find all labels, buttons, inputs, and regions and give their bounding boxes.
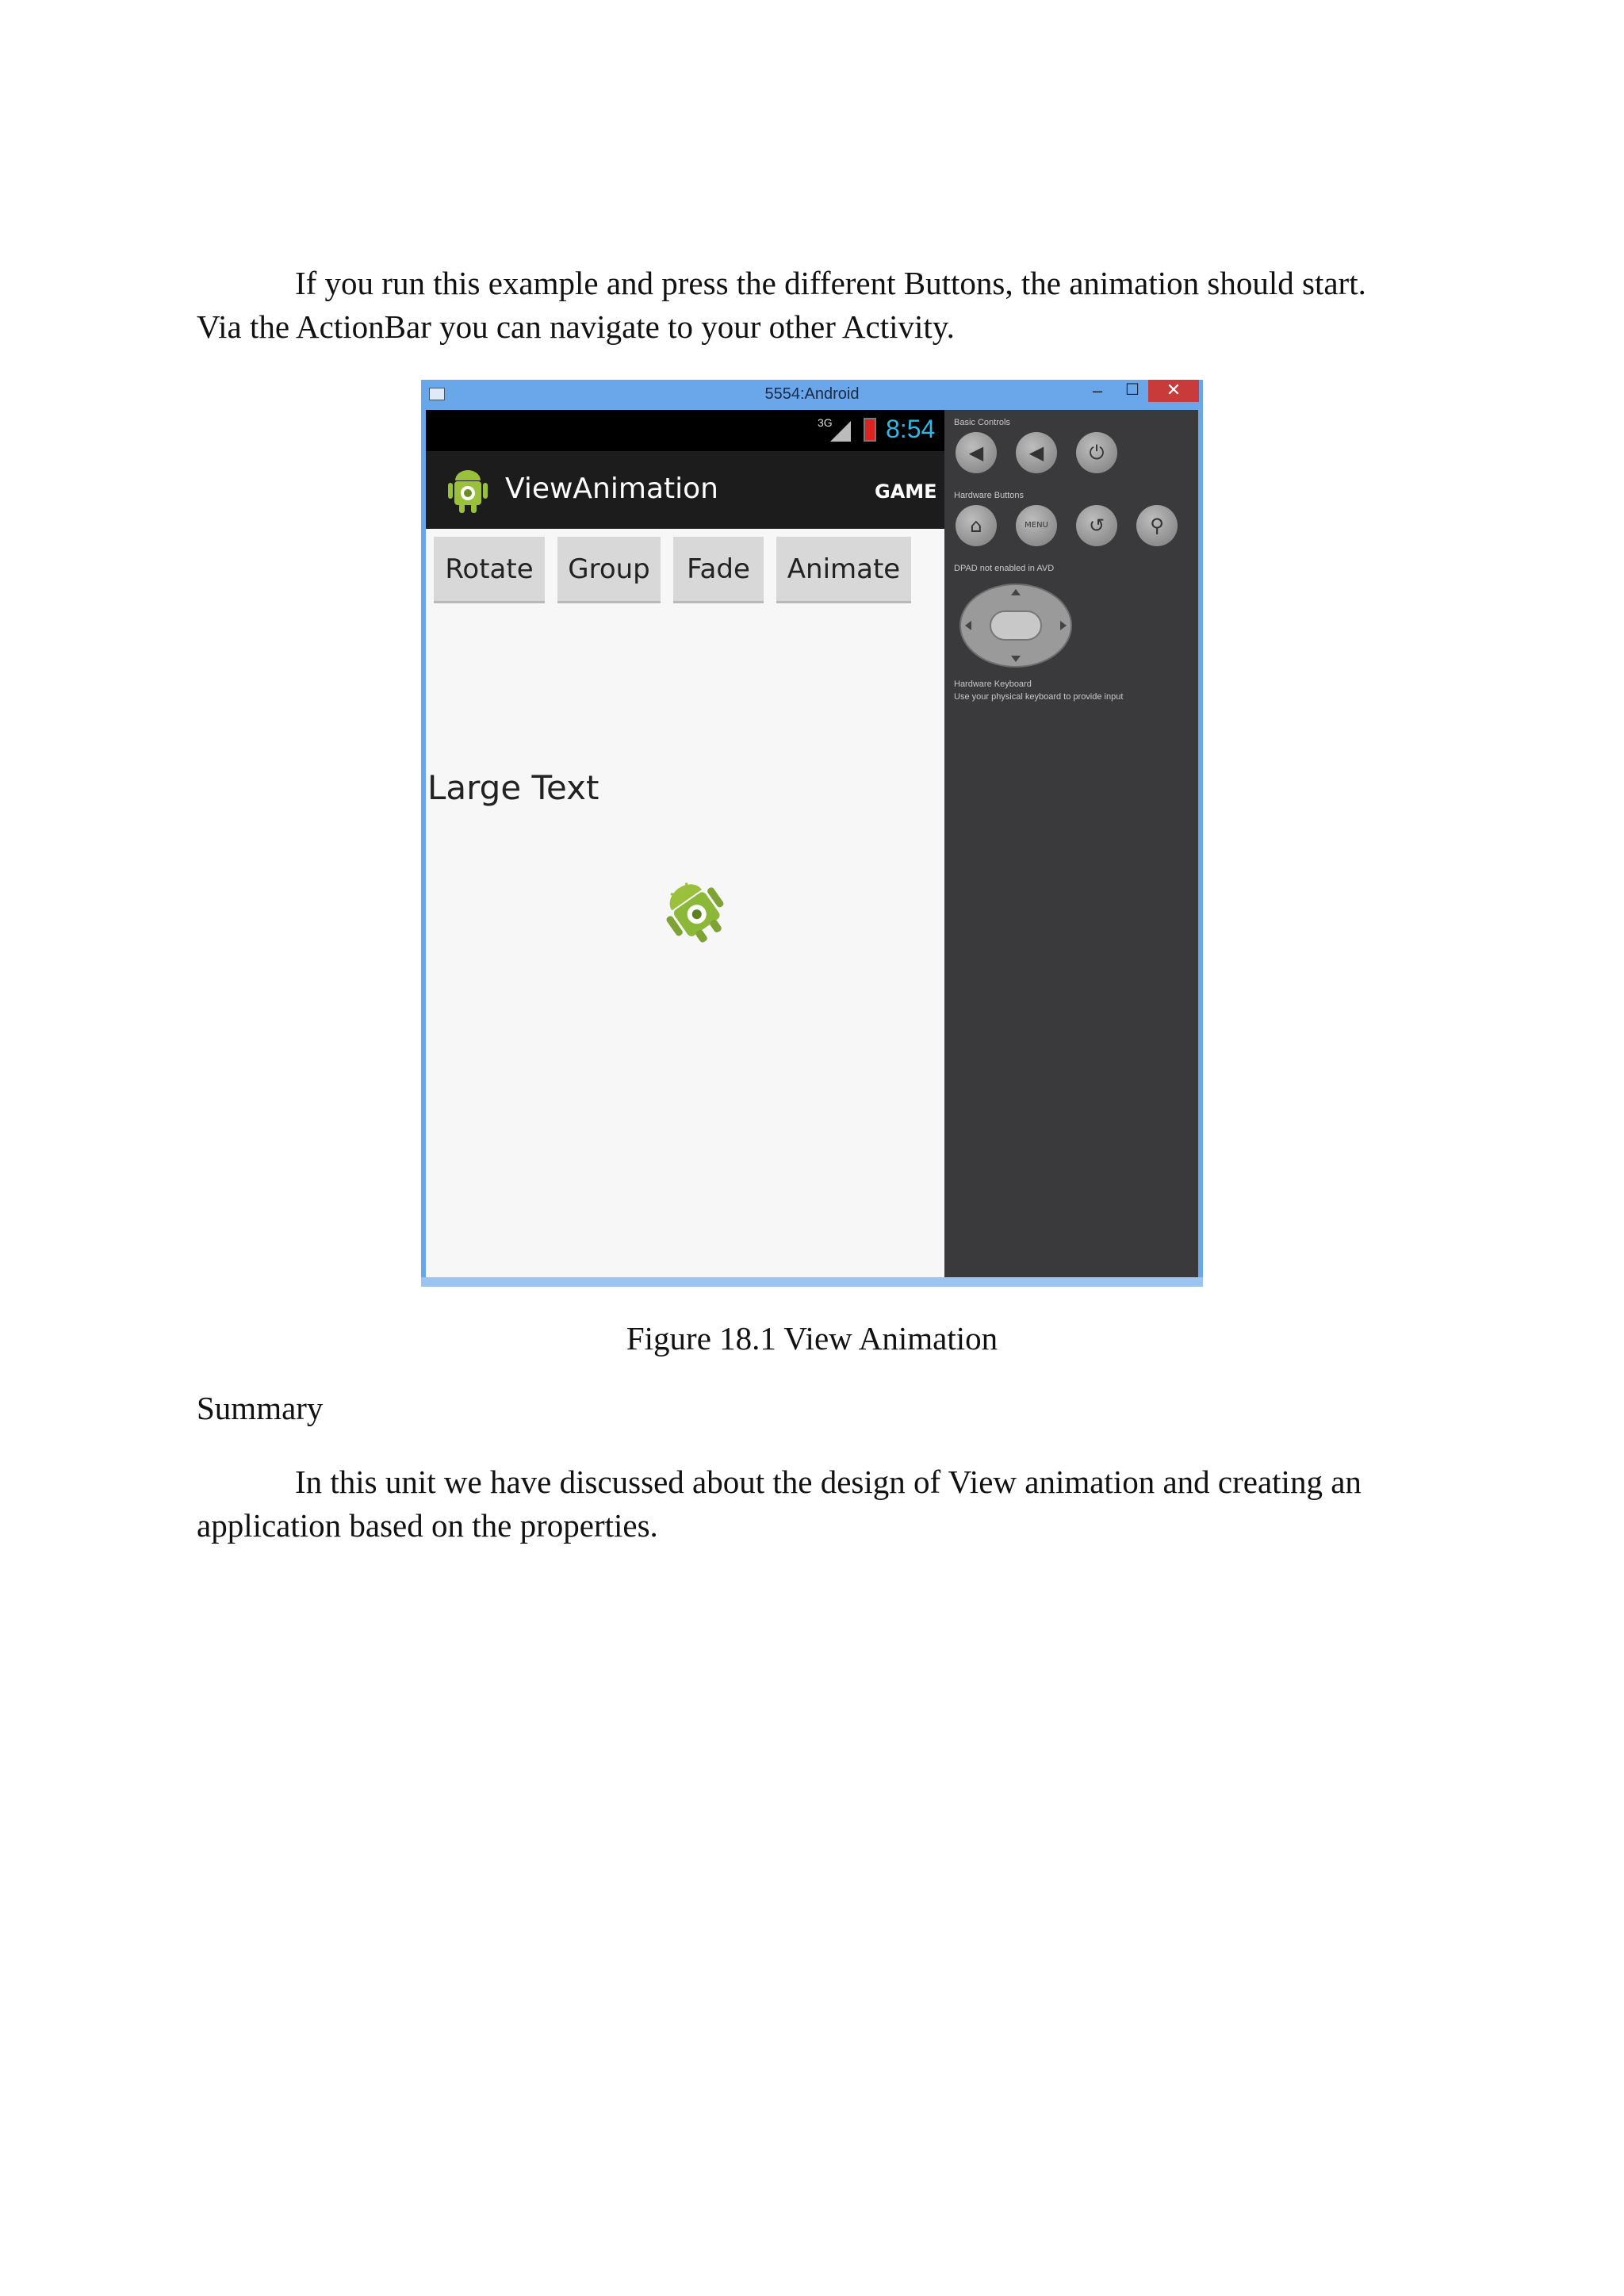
status-time: 8:54 <box>886 415 936 443</box>
signal-icon <box>818 416 852 445</box>
emulator-titlebar <box>421 380 1203 410</box>
menu-button[interactable]: MENU <box>1016 505 1057 546</box>
volume-down-icon[interactable]: ◀ <box>956 432 997 473</box>
game-action[interactable]: GAME <box>875 480 937 503</box>
back-icon[interactable]: ↺ <box>1076 505 1117 546</box>
minimize-button[interactable]: – <box>1092 381 1103 400</box>
intro-paragraph <box>197 262 1386 349</box>
phone-screen <box>426 410 944 1277</box>
figure-caption: Figure 18.1 View Animation <box>626 1320 998 1357</box>
large-text-view: Large Text <box>427 768 599 807</box>
power-icon[interactable]: ⏻ <box>1076 432 1117 473</box>
emulator-window <box>421 380 1203 1287</box>
action-bar <box>426 451 944 529</box>
group-button[interactable]: Group <box>557 537 661 603</box>
intro-line-1: If you run this example and press the different Buttons, the animation should start. <box>295 265 1366 301</box>
emulator-controls-panel <box>944 410 1198 1277</box>
search-icon[interactable]: ⚲ <box>1136 505 1178 546</box>
keyboard-hint: Use your physical keyboard to provide input <box>954 692 1124 702</box>
fade-button[interactable]: Fade <box>673 537 764 603</box>
window-bottom-border <box>421 1277 1203 1287</box>
keyboard-label: Hardware Keyboard <box>954 679 1032 689</box>
summary-heading: Summary <box>197 1390 324 1426</box>
dpad-control[interactable] <box>959 581 1073 670</box>
rotate-button[interactable]: Rotate <box>434 537 545 603</box>
basic-controls-label: Basic Controls <box>954 418 1010 427</box>
network-type: 3G <box>818 416 833 429</box>
summary-line-1: In this unit we have discussed about the design of View animation and creating an <box>295 1464 1362 1500</box>
animate-button[interactable]: Animate <box>776 537 911 603</box>
status-bar <box>426 410 944 451</box>
hardware-buttons-label: Hardware Buttons <box>954 491 1025 500</box>
battery-icon <box>864 418 876 442</box>
maximize-button[interactable]: ☐ <box>1125 381 1139 399</box>
volume-up-icon[interactable]: ◀ <box>1016 432 1057 473</box>
app-title: ViewAnimation <box>505 473 718 505</box>
dpad-label: DPAD not enabled in AVD <box>954 564 1055 573</box>
intro-line-2: Via the ActionBar you can navigate to your other Activity. <box>197 308 955 345</box>
android-robot-icon <box>654 870 730 946</box>
summary-paragraph <box>197 1460 1386 1548</box>
window-title: 5554:Android <box>764 385 860 403</box>
home-icon[interactable]: ⌂ <box>956 505 997 546</box>
android-app-icon <box>448 467 488 513</box>
summary-line-2: application based on the properties. <box>197 1507 658 1544</box>
close-button[interactable]: ✕ <box>1148 380 1199 402</box>
